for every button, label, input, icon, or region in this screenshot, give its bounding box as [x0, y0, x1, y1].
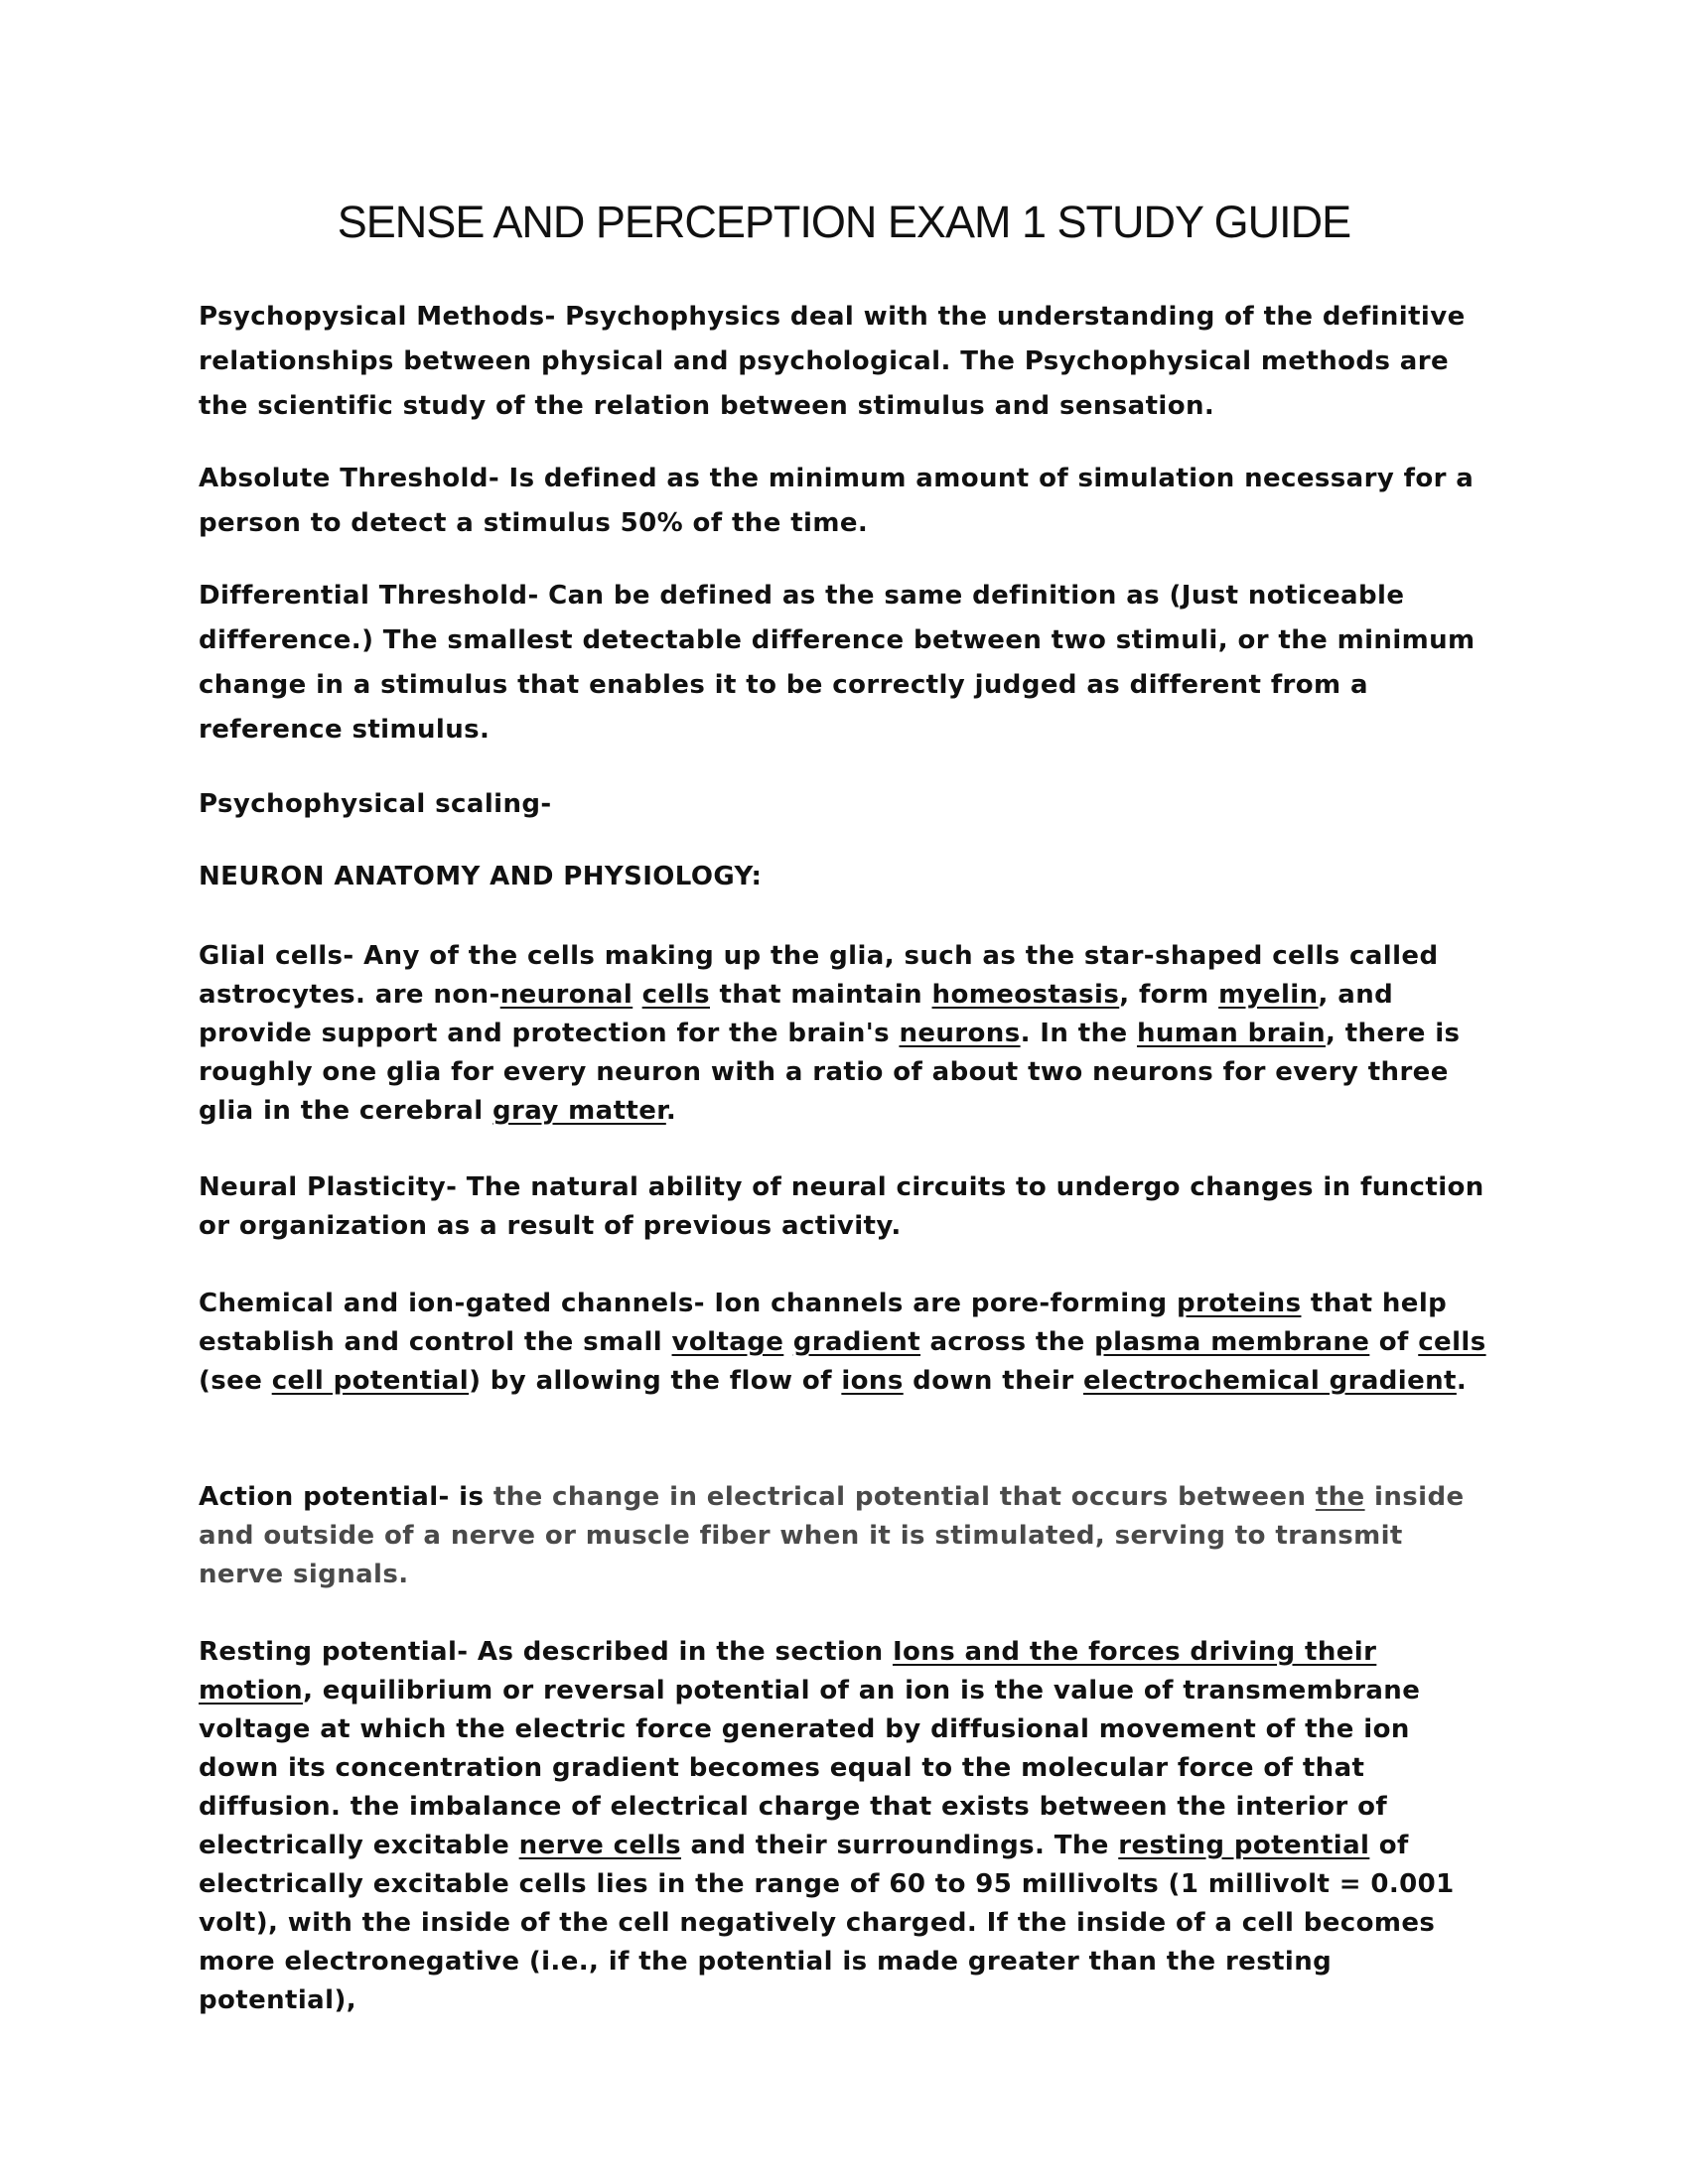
neural-plasticity-paragraph [199, 1168, 1489, 1246]
channels-text-5: of [1369, 1327, 1419, 1357]
channels-text-9: . [1456, 1366, 1468, 1396]
channels-text-7: ) by allowing the flow of [469, 1366, 842, 1396]
link-myelin[interactable]: myelin [1218, 980, 1319, 1010]
link-gradient[interactable]: gradient [792, 1327, 921, 1357]
glial-text-7: , there is roughly one glia for every neuron with a ratio of about two neurons for every three glia in the cerebral [199, 1019, 1461, 1126]
psychophysical-methods-term: Psychopysical Methods- [199, 302, 556, 332]
glial-cells-paragraph [199, 937, 1489, 1131]
channels-text-4: across the [920, 1327, 1095, 1357]
channels-term: Chemical and ion-gated channels- [199, 1289, 705, 1318]
resting-text-3: and their surroundings. The [681, 1831, 1119, 1860]
action-gray-text-1: the change in electrical potential that occurs between [492, 1482, 1316, 1512]
link-nerve-cells[interactable]: nerve cells [518, 1831, 682, 1860]
glial-text-3: that maintain [710, 980, 932, 1010]
link-cells-2[interactable]: cells [1418, 1327, 1486, 1357]
page-title: SENSE AND PERCEPTION EXAM 1 STUDY GUIDE [337, 197, 1351, 247]
action-text-1: is [449, 1482, 493, 1512]
action-potential-paragraph [199, 1478, 1489, 1594]
glial-text-2 [633, 980, 641, 1010]
channels-text-2: that help establish and control the small [199, 1289, 1448, 1357]
resting-text-4: of electrically excitable cells lies in the range of 60 to 95 millivolts (1 millivolt = 0.001 volt), with the inside of the cell negatively charged. If the inside of a cell becomes more electronegative (i.e., if the potential is made greater than the resting potential), [199, 1831, 1455, 2015]
resting-text-2: , equilibrium or reversal potential of an ion is the value of transmembrane voltage at which the electric force generated by diffusional movement of the ion down its concentration gradient becomes equal to the molecular force of that diffusion. the imbalance of electrical charge that exists between the interior of electrically excitable [199, 1676, 1421, 1860]
link-resting-potential[interactable]: resting potential [1118, 1831, 1370, 1860]
link-the[interactable]: the [1315, 1482, 1365, 1512]
channels-text-3 [783, 1327, 792, 1357]
link-cells[interactable]: cells [641, 980, 711, 1010]
glial-text-1: Any of the cells making up the glia, such as the star-shaped cells called astrocytes. are non- [199, 941, 1439, 1010]
psychophysical-methods-text: Psychophysics deal with the understanding of the definitive relationships between physical and psychological. The Psychophysical methods are the scientific study of the relation between stimulus and sensation. [199, 302, 1466, 421]
link-ions-forces[interactable]: Ions and the forces driving their motion [199, 1637, 1377, 1706]
link-human-brain[interactable]: human brain [1136, 1019, 1326, 1048]
psychophysical-scaling-term: Psychophysical scaling- [199, 789, 552, 819]
link-cell-potential[interactable]: cell potential [271, 1366, 470, 1396]
action-potential-term: Action potential- [199, 1482, 450, 1512]
glial-text-8: . [665, 1096, 677, 1126]
resting-potential-paragraph [199, 1633, 1489, 2020]
link-neurons[interactable]: neurons [899, 1019, 1021, 1048]
glial-text-5: , and provide support and protection for the brain's [199, 980, 1394, 1048]
glial-text-6: . In the [1020, 1019, 1137, 1048]
resting-text-1: As described in the section [468, 1637, 893, 1667]
neural-plasticity-term: Neural Plasticity- [199, 1172, 458, 1202]
absolute-threshold-text: Is defined as the minimum amount of simulation necessary for a person to detect a stimulus 50% of the time. [199, 464, 1475, 538]
psychophysical-methods-paragraph [199, 295, 1489, 429]
link-gray-matter[interactable]: gray matter [492, 1096, 666, 1126]
link-ions[interactable]: ions [841, 1366, 904, 1396]
link-proteins[interactable]: proteins [1177, 1289, 1302, 1318]
differential-threshold-paragraph [199, 574, 1489, 752]
link-neuronal[interactable]: neuronal [499, 980, 633, 1010]
differential-threshold-text: Can be defined as the same definition as (Just noticeable difference.) The smallest detectable difference between two stimuli, or the minimum change in a stimulus that enables it to be correctly judged as different from a reference stimulus. [199, 581, 1476, 745]
link-plasma-membrane[interactable]: plasma membrane [1094, 1327, 1370, 1357]
channels-text-6: (see [199, 1366, 272, 1396]
channels-text-1: Ion channels are pore-forming [704, 1289, 1177, 1318]
neural-plasticity-text: The natural ability of neural circuits to undergo changes in function or organization as a result of previous activity. [199, 1172, 1484, 1241]
differential-threshold-term: Differential Threshold- [199, 581, 539, 611]
link-homeostasis[interactable]: homeostasis [931, 980, 1120, 1010]
channels-paragraph [199, 1285, 1489, 1401]
neuron-section-heading: NEURON ANATOMY AND PHYSIOLOGY: [199, 862, 763, 891]
channels-text-8: down their [903, 1366, 1083, 1396]
resting-potential-term: Resting potential- [199, 1637, 469, 1667]
glial-cells-term: Glial cells- [199, 941, 354, 971]
psychophysical-scaling-paragraph [199, 782, 1489, 827]
glial-text-4: , form [1119, 980, 1219, 1010]
link-voltage[interactable]: voltage [671, 1327, 784, 1357]
absolute-threshold-term: Absolute Threshold- [199, 464, 500, 493]
action-gray-text-2: inside and outside of a nerve or muscle fiber when it is stimulated, serving to transmit nerve signals. [199, 1482, 1465, 1589]
absolute-threshold-paragraph [199, 457, 1489, 546]
link-electrochemical-gradient[interactable]: electrochemical gradient [1083, 1366, 1457, 1396]
